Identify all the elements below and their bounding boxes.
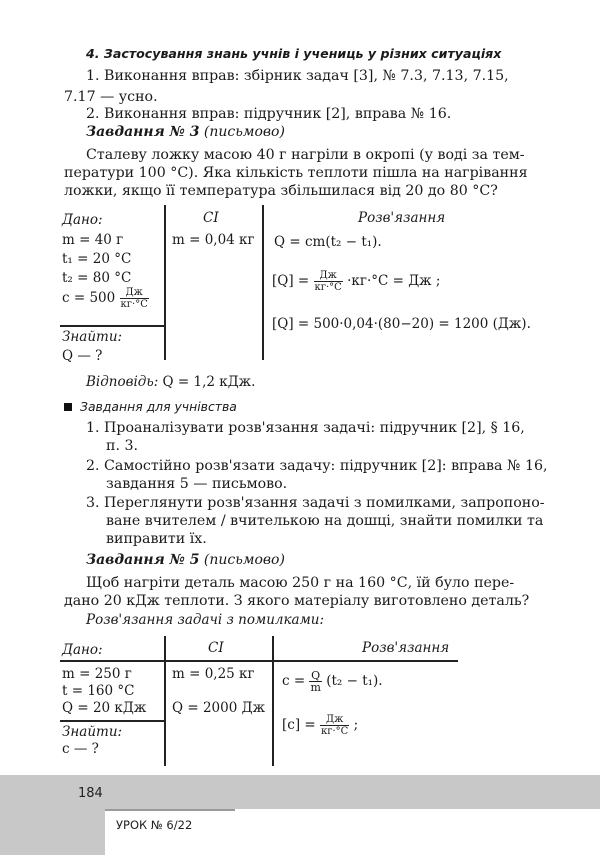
t1-c-unit-num: Дж [120, 287, 149, 299]
t2-header-divider [60, 660, 458, 662]
task3-text-line-2: ператури 100 °С). Яка кількість теплоти пішла на нагрівання [64, 165, 528, 181]
t2-sol-2-left: [c] = [282, 717, 316, 733]
t1-given-c: c = 500 [62, 290, 116, 306]
t1-find-divider [60, 325, 164, 327]
t1-si-header: СІ [203, 210, 219, 226]
page-number: 184 [78, 786, 103, 801]
t2-given-3: Q = 20 кДж [62, 700, 147, 716]
t1-c-unit-den: кг·°С [120, 299, 148, 310]
t2-sol-1-den: m [310, 681, 321, 694]
task5-text-line-1: Щоб нагріти деталь масою 250 г на 160 °С, їй було пере- [86, 575, 515, 591]
t1-sol-2-den: кг·°С [314, 282, 342, 293]
student-task-3-line-1: 3. Переглянути розв'язання задачі з помилками, запропоно- [86, 495, 545, 511]
t1-divider-2 [262, 205, 264, 360]
t2-divider-1 [164, 636, 166, 766]
t1-sol-line-2 [272, 270, 440, 293]
t1-sol-line-1: Q = cm(t₂ − t₁). [274, 234, 382, 250]
t2-sol-2-frac [320, 714, 349, 737]
task3-heading [86, 124, 285, 140]
student-task-3-line-2: ване вчителем / вчителькою на дошці, знайти помилки та [106, 513, 544, 529]
t1-given-3: t₂ = 80 °С [62, 270, 132, 286]
t2-given-1: m = 250 г [62, 666, 132, 682]
square-bullet-icon [64, 403, 72, 411]
t1-given-4 [62, 287, 149, 310]
task5-title: Завдання № 5 [86, 552, 200, 568]
task3-text-line-1: Сталеву ложку масою 40 г нагріли в окропі (у воді за тем- [86, 147, 525, 163]
task3-mode: (письмово) [203, 124, 285, 140]
t1-si-value: m = 0,04 кг [172, 232, 255, 248]
t1-given-header: Дано: [62, 212, 103, 228]
t2-sol-1-frac [309, 670, 321, 693]
t2-sol-2-right: ; [353, 717, 359, 733]
t2-find: c — ? [62, 741, 99, 757]
t1-sol-2-num: Дж [314, 270, 343, 282]
task3-title: Завдання № 3 [86, 124, 200, 140]
t2-given-header: Дано: [62, 642, 103, 658]
t1-find-header: Знайти: [62, 329, 123, 345]
t2-sol-2-den: кг·°С [321, 726, 349, 737]
item-1-line-1: 1. Виконання вправ: збірник задач [3], № 7.3, 7.13, 7.15, [86, 68, 509, 84]
task5-text-line-2: дано 20 кДж теплоти. З якого матеріалу виготовлено деталь? [64, 593, 530, 609]
t1-solution-header: Розв'язання [358, 210, 446, 226]
t2-sol-1-num: Q [311, 669, 321, 682]
t2-find-header: Знайти: [62, 724, 123, 740]
errors-label: Розв'язання задачі з помилками: [86, 612, 325, 628]
t1-divider-1 [164, 205, 166, 360]
t2-find-divider [60, 720, 164, 722]
t1-given-2: t₁ = 20 °С [62, 251, 132, 267]
t1-find: Q — ? [62, 348, 103, 364]
t2-sol-line-2 [282, 714, 358, 737]
t1-sol-2-right: ·кг·°С = Дж ; [347, 273, 441, 289]
footer-rule [105, 809, 235, 811]
item-1-line-2: 7.17 — усно. [64, 89, 158, 105]
student-task-2-line-2: завдання 5 — письмово. [106, 476, 288, 492]
task5-mode: (письмово) [203, 552, 285, 568]
t2-divider-2 [272, 636, 274, 766]
t1-sol-2-left: [Q] = [272, 273, 310, 289]
student-task-1-line-1: 1. Проаналізувати розв'язання задачі: підручник [2], § 16, [86, 420, 525, 436]
section-heading: 4. Застосування знань учнів і учениць у різних ситуаціях [86, 46, 502, 61]
t2-sol-1-left: c = [282, 673, 306, 689]
answer-value: Q = 1,2 кДж. [162, 374, 256, 390]
t2-given-2: t = 160 °С [62, 683, 135, 699]
t2-sol-1-right: (t₂ − t₁). [326, 673, 383, 689]
student-task-3-line-3: виправити їх. [106, 531, 207, 547]
t1-sol-line-3: [Q] = 500·0,04·(80−20) = 1200 (Дж). [272, 316, 531, 332]
answer [86, 374, 255, 390]
t2-sol-line-1 [282, 670, 383, 693]
t1-given-1: m = 40 г [62, 232, 124, 248]
t1-c-unit [120, 287, 149, 310]
student-task-2-line-1: 2. Самостійно розв'язати задачу: підручник [2]: вправа № 16, [86, 458, 548, 474]
t2-si-2: Q = 2000 Дж [172, 700, 266, 716]
t1-sol-2-frac [314, 270, 343, 293]
lesson-label: УРОК № 6/22 [116, 818, 193, 832]
t2-si-1: m = 0,25 кг [172, 666, 255, 682]
task3-text-line-3: ложки, якщо її температура збільшилася від 20 до 80 °С? [64, 183, 498, 199]
answer-label: Відповідь: [86, 374, 159, 390]
footer-side-block [0, 809, 105, 855]
item-2: 2. Виконання вправ: підручник [2], вправа № 16. [86, 106, 452, 122]
t2-solution-header: Розв'язання [362, 640, 450, 656]
t2-si-header: СІ [208, 640, 224, 656]
t2-sol-2-num: Дж [320, 714, 349, 726]
student-task-1-line-2: п. 3. [106, 438, 139, 454]
students-task-heading: Завдання для учнівства [80, 399, 237, 414]
task5-heading [86, 552, 285, 568]
